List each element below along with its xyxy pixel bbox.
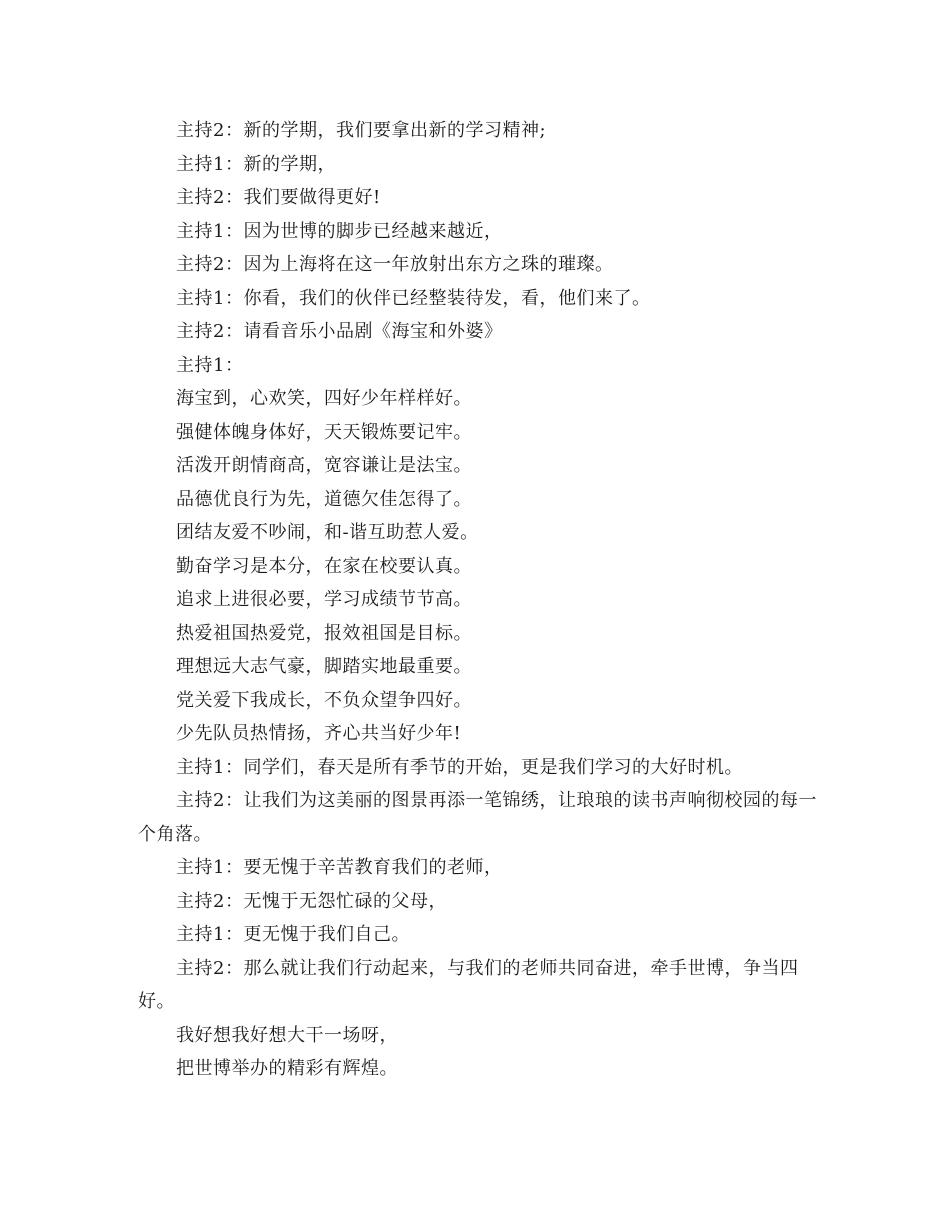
poem-line: 理想远大志气豪，脚踏实地最重要。 [176, 656, 472, 677]
poem-line: 少先队员热情扬，齐心共当好少年! [176, 723, 462, 744]
paragraph: 主持1： [176, 354, 244, 376]
poem-line: 强健体魄身体好，天天锻炼要记牢。 [176, 421, 472, 443]
poem-line: 海宝到，心欢笑，四好少年样样好。 [176, 388, 472, 409]
paragraph: 主持1：要无愧于辛苦教育我们的老师， [176, 857, 503, 878]
paragraph: 主持1：同学们，春天是所有季节的开始，更是我们学习的大好时机。 [176, 756, 743, 778]
paragraph: 主持2：因为上海将在这一年放射出东方之珠的璀璨。 [176, 254, 614, 275]
paragraph: 主持2：请看音乐小品剧《海宝和外婆》 [176, 321, 503, 342]
paragraph: 主持2：新的学期，我们要拿出新的学习精神; [176, 120, 547, 141]
paragraph: 主持2：那么就让我们行动起来，与我们的老师共同奋进，牵手世博，争当四好。 [138, 957, 799, 1012]
poem-line: 勤奋学习是本分，在家在校要认真。 [176, 555, 472, 577]
paragraph: 主持1：新的学期， [176, 153, 336, 175]
paragraph: 主持1：因为世博的脚步已经越来越近， [176, 220, 503, 242]
paragraph: 主持1：你看，我们的伙伴已经整装待发，看，他们来了。 [176, 287, 651, 309]
poem-line: 热爱祖国热爱党，报效祖国是目标。 [176, 622, 472, 644]
poem-line: 追求上进很必要，学习成绩节节高。 [176, 589, 472, 610]
paragraph: 主持1：更无愧于我们自己。 [176, 924, 410, 945]
document-body [138, 114, 818, 1086]
paragraph: 主持2：让我们为这美丽的图景再添一笔锦绣，让琅琅的读书声响彻校园的每一个角落。 [138, 790, 817, 845]
poem-line: 党关爱下我成长，不负众望争四好。 [176, 689, 472, 711]
poem-line: 活泼开朗情商高，宽容谦让是法宝。 [176, 455, 472, 476]
paragraph: 主持2：我们要做得更好! [176, 187, 381, 208]
paragraph: 主持2：无愧于无怨忙碌的父母， [176, 890, 447, 912]
paragraph: 我好想我好想大干一场呀， [176, 1024, 398, 1046]
paragraph: 把世博举办的精彩有辉煌。 [176, 1058, 398, 1079]
poem-line: 团结友爱不吵闹，和-谐互助惹人爱。 [176, 522, 479, 543]
poem-line: 品德优良行为先，道德欠佳怎得了。 [176, 488, 472, 510]
